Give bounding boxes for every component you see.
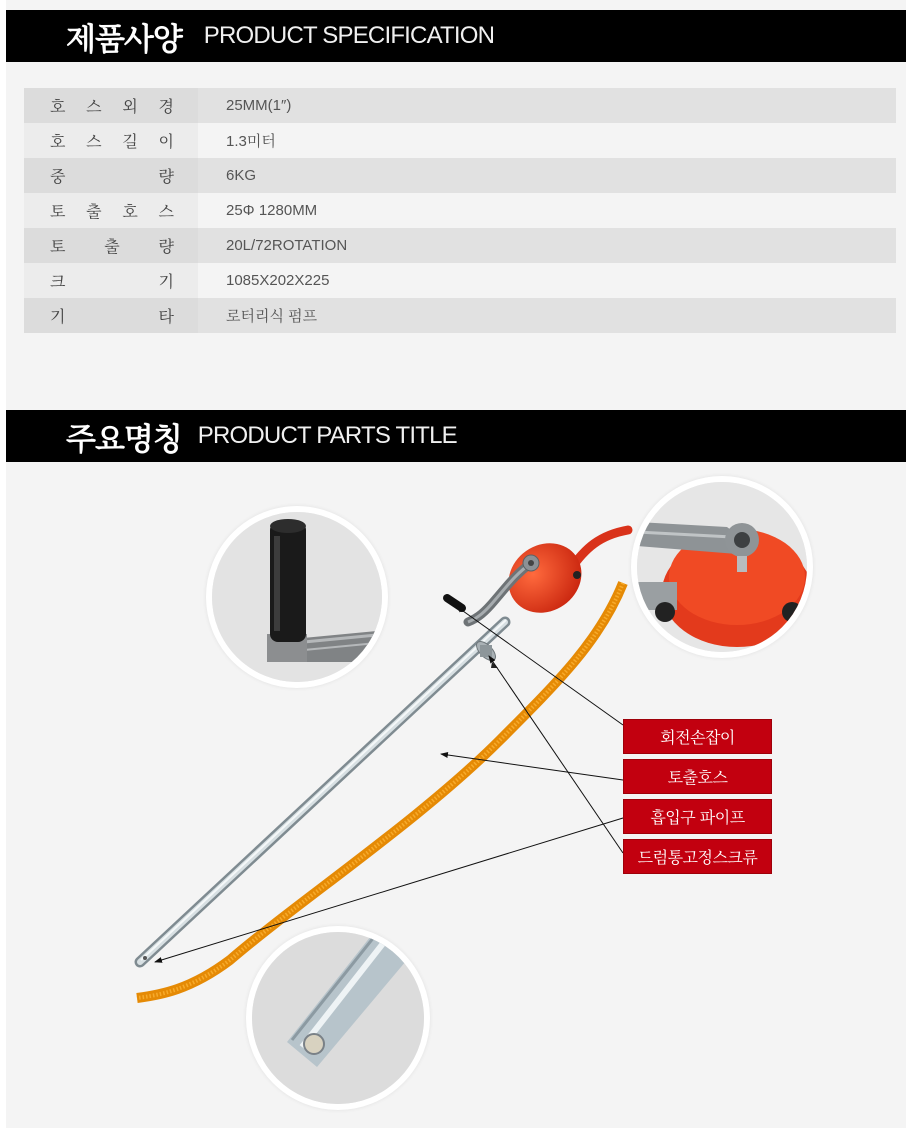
spec-row-hose-diameter [24,88,896,123]
parts-title-en: PRODUCT PARTS TITLE [197,422,457,449]
spec-value: 1085X202X225 [226,272,330,289]
spec-value: 1.3미터 [226,133,276,150]
spec-row-size [24,263,896,298]
spec-label: 중 량 [24,158,198,193]
label-rotary-handle: 회전손잡이 [623,719,772,754]
spec-value: 로터리식 펌프 [226,308,318,325]
handle-closeup-image [206,506,388,688]
parts-section-header [6,410,906,462]
spec-title-ko: 제품사양 [66,21,182,58]
spec-label: 기 타 [24,298,198,333]
spec-label: 호 스 길 이 [24,123,198,158]
parts-title-ko: 주요명칭 [66,421,182,458]
spec-row-discharge-volume [24,228,896,263]
spec-row-hose-length [24,123,896,158]
spec-row-other [24,298,896,333]
spec-row-weight [24,158,896,193]
spec-table [24,88,896,333]
label-discharge-hose: 토출호스 [623,759,772,794]
spec-value: 20L/72ROTATION [226,237,348,254]
pump-head-closeup-image [631,476,813,658]
spec-row-discharge-hose [24,193,896,228]
parts-diagram [0,462,910,1128]
spec-label: 토 출 량 [24,228,198,263]
spec-title-en: PRODUCT SPECIFICATION [203,22,495,49]
spec-label: 호 스 외 경 [24,88,198,123]
spec-label: 크 기 [24,263,198,298]
label-drum-fixing-screw: 드럼통고정스크류 [623,839,772,874]
spec-label: 토 출 호 스 [24,193,198,228]
spec-section-header [6,10,906,62]
pipe-inlet-closeup-image [246,926,430,1110]
label-suction-pipe: 흡입구 파이프 [623,799,772,834]
spec-value: 6KG [226,167,257,184]
spec-value: 25Φ 1280MM [226,202,318,219]
leader-lines [155,606,623,962]
spec-value: 25MM(1″) [226,97,292,114]
